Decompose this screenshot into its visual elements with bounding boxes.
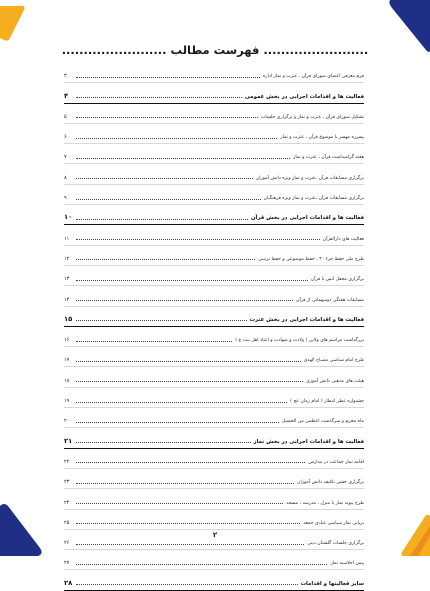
toc-page-number: ۲۶ (64, 540, 70, 547)
dot-leader (76, 320, 247, 321)
toc-entry-label: طرح امام شناسی مصباح الهدی (303, 358, 364, 364)
toc-page-number: ۲۰ (64, 418, 70, 425)
toc-entry-row[interactable] (64, 124, 364, 144)
toc-page-number: ۵ (64, 113, 67, 120)
toc-entry-row[interactable] (64, 388, 364, 408)
toc-entry-row[interactable] (64, 225, 364, 245)
dot-leader (76, 97, 242, 98)
toc-page-number: ۱۶ (64, 337, 70, 344)
dot-leader (76, 422, 279, 423)
toc-entry-label: مسابقات هفتگی دوسهمانی از قرآن (296, 297, 364, 303)
toc-entry-label: هیئت های مذهبی دانش آموزی (306, 378, 364, 384)
toc-entry-row[interactable] (64, 63, 364, 83)
toc-entry-label: بزرگداشت مراسم های ولایی ( ولادت و شهادت و اعیاد اهل بیت ع ) (235, 338, 364, 344)
toc-entry-label: ماه محرم و سرگذشت اعظمی من الحسیل (281, 419, 364, 425)
toc-entry-row[interactable] (64, 449, 364, 469)
toc-page-number: ۱۳ (64, 276, 70, 283)
dot-leader (76, 77, 260, 78)
dot-leader (76, 259, 255, 260)
dot-leader (76, 239, 320, 240)
toc-entry-row[interactable] (64, 469, 364, 489)
toc-page-number: ۱۹ (64, 398, 70, 405)
toc-entry-row[interactable] (64, 266, 364, 286)
toc-page-number: ۱۱ (64, 235, 70, 242)
toc-entry-row[interactable] (64, 327, 364, 347)
toc-page-number: ۶ (64, 134, 67, 141)
toc-entry-label: برگزاری جشن تکلیف دانش آموزان (297, 480, 364, 486)
toc-page-number: ۲۸ (64, 578, 73, 587)
toc-section-row[interactable] (64, 83, 364, 103)
toc-page-number: ۲۴ (64, 499, 70, 506)
toc-section-row[interactable] (64, 428, 364, 448)
toc-page-number: ۳ (64, 73, 67, 80)
toc-section-label: فعالیت ها و اقدامات اجرایی در بخش نماز (253, 438, 364, 445)
dot-leader (76, 523, 300, 524)
corner-decoration-bottom-left (0, 502, 54, 556)
page-number: ۲ (212, 531, 218, 539)
dot-leader (76, 462, 305, 463)
toc-title: ........................ فهرست مطالب ........................ (61, 43, 369, 57)
toc-entry-label: طرح ملی حفظ جزء ۳۰ ، حفظ موضوعی و حفظ ترتیبی (258, 256, 364, 262)
toc-page-number: ۲۷ (64, 560, 70, 567)
dot-leader (76, 280, 308, 281)
toc-entry-label: فرم معرفی اعضای شورای قرآن ، عترت و نماز اداره (262, 74, 364, 80)
toc-page-number: ۱۲ (64, 255, 70, 262)
toc-entry-label: برگزاری محفل انس با قرآن (310, 277, 364, 283)
toc-section-label: فعالیت ها و اقدامات اجرایی در بخش عمومی (244, 93, 364, 100)
toc-section-row[interactable] (64, 205, 364, 225)
toc-page-number: ۴ (64, 91, 69, 100)
toc-page-number: ۱۰ (64, 213, 73, 222)
dot-leader (76, 402, 287, 403)
toc-page-number: ۲۲ (64, 458, 70, 465)
toc-section-row[interactable] (64, 570, 364, 590)
dot-leader (76, 138, 277, 139)
dot-leader (76, 381, 303, 382)
dot-leader (76, 361, 301, 362)
toc-page-number: ۲۳ (64, 479, 70, 486)
toc-entry-label: پیش اجلاسیه نماز (330, 561, 364, 567)
toc-entry-row[interactable] (64, 510, 364, 530)
toc-entry-label: برپایی نماز سیاسی عبادی جمعه (303, 520, 364, 526)
toc-page-number: ۹ (64, 195, 67, 202)
toc-entry-row[interactable] (64, 104, 364, 124)
toc-entry-label: برگزاری مسابقات قرآن ،عترت و نماز ویژه دانش آموزان (255, 175, 364, 181)
toc-entry-row[interactable] (64, 286, 364, 306)
toc-entry-label: هفته گرامیداشت قرآن ، عترت و نماز (293, 155, 364, 161)
dot-leader (76, 178, 253, 179)
toc-page-number: ۱۸ (64, 377, 70, 384)
toc-entry-label: اقامه نماز جماعت در مدارس (308, 459, 364, 465)
toc-section-label: فعالیت ها و اقدامات اجرایی در بخش عترت (249, 316, 364, 323)
dot-leader (76, 117, 258, 118)
toc-section-row[interactable] (64, 307, 364, 327)
toc-entry-label: پسرزه مهسر با موضوع قرآن ، عترت و نماز (280, 135, 364, 141)
dot-leader (76, 483, 294, 484)
toc-entry-row[interactable] (64, 185, 364, 205)
toc-page-number: ۲۱ (64, 436, 73, 445)
toc-entry-row[interactable] (64, 164, 364, 184)
dot-leader (76, 341, 232, 342)
dot-leader (76, 442, 251, 443)
toc-entry-row[interactable] (64, 367, 364, 387)
toc-page-number: ۸ (64, 174, 67, 181)
toc-page-number: ۱۵ (64, 314, 73, 323)
toc-entry-label: فعالیت های دارالقرآن (322, 236, 364, 242)
dot-leader (76, 544, 304, 545)
toc-page-number: ۱۴ (64, 296, 70, 303)
dot-leader (76, 199, 261, 200)
toc-entry-label: تشکیل شورای قرآن ، عترت و نماز و برگزاری جلسات (261, 114, 364, 120)
toc-section-label: سایر فعالیتها و اقدامات (300, 580, 364, 587)
toc-entry-label: جشنواره عطر انتظار ( امام زمان عج ) (290, 399, 364, 405)
toc-section-label: فعالیت ها و اقدامات اجرایی در بخش قرآن (250, 215, 364, 222)
toc-page-number: ۷ (64, 154, 67, 161)
dot-leader (76, 564, 327, 565)
dot-leader (76, 219, 248, 220)
toc-entry-row[interactable] (64, 408, 364, 428)
dot-leader (76, 503, 283, 504)
toc-entry-label: طرح پیوند نماز با منزل ، مدرسه ، مسجد (286, 500, 364, 506)
toc-entry-row[interactable] (64, 347, 364, 367)
toc-page-number: ۲۵ (64, 519, 70, 526)
dot-leader (76, 300, 293, 301)
toc-page-number: ۱۷ (64, 357, 70, 364)
toc-entry-row[interactable] (64, 144, 364, 164)
toc-entry-label: برگزاری جلسات گلشتان دینی (307, 541, 364, 547)
dot-leader (76, 584, 298, 585)
toc-entry-row[interactable] (64, 489, 364, 509)
dot-leader (76, 158, 290, 159)
toc-entry-label: برگزاری مسابقات قرآن ،عترت و نماز ویژه فرهنگیان (263, 196, 364, 202)
toc-list (64, 63, 364, 591)
toc-entry-row[interactable] (64, 246, 364, 266)
toc-entry-row[interactable] (64, 550, 364, 570)
corner-decoration-bottom-right (376, 502, 430, 556)
